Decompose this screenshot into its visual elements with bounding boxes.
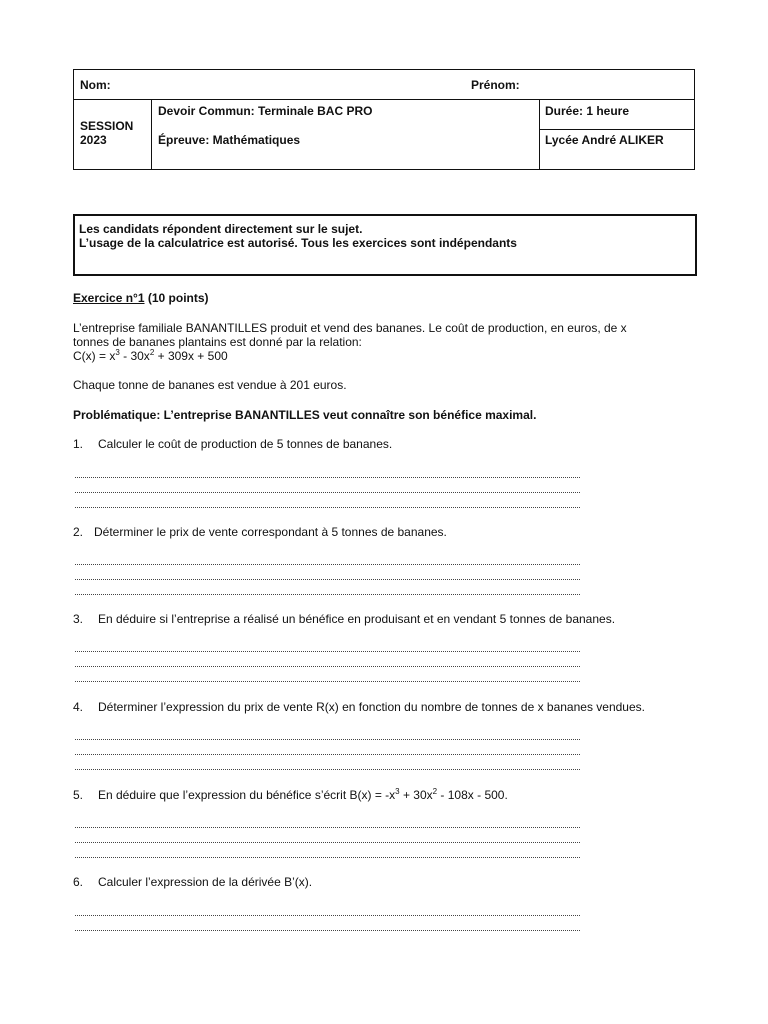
exercise-heading — [73, 291, 209, 305]
question-number: 5. — [73, 788, 84, 802]
question-text: Déterminer l’expression du prix de vente R(x) en fonction du nombre de tonnes de x bananes vendues. — [98, 700, 645, 714]
answer-line[interactable] — [75, 666, 580, 667]
divider — [539, 100, 540, 169]
answer-line[interactable] — [75, 827, 580, 828]
answer-line[interactable] — [75, 477, 580, 478]
divider — [539, 129, 694, 130]
duree-label: Durée: 1 heure — [545, 104, 630, 118]
lycee-label: Lycée André ALIKER — [545, 133, 664, 147]
answer-line[interactable] — [75, 769, 580, 770]
answer-line[interactable] — [75, 930, 580, 931]
name-row — [74, 70, 694, 100]
answer-line[interactable] — [75, 681, 580, 682]
session-label: SESSION — [80, 119, 134, 133]
question-text: Calculer l’expression de la dérivée B’(x). — [98, 875, 313, 889]
answer-line[interactable] — [75, 739, 580, 740]
question-text: Calculer le coût de production de 5 tonnes de bananes. — [98, 437, 393, 451]
question-number: 6. — [73, 875, 84, 889]
exercise-points: (10 points) — [144, 291, 209, 305]
answer-line[interactable] — [75, 594, 580, 595]
answer-line[interactable] — [75, 857, 580, 858]
instructions-line-2: L’usage de la calculatrice est autorisé. Tous les exercices sont indépendants — [79, 236, 517, 250]
intro-line-2: tonnes de bananes plantains est donné par la relation: — [73, 335, 362, 349]
answer-line[interactable] — [75, 492, 580, 493]
price-sentence: Chaque tonne de bananes est vendue à 201 euros. — [73, 378, 347, 392]
header-table — [73, 69, 695, 170]
question-number: 1. — [73, 437, 84, 451]
question-text: Déterminer le prix de vente correspondant à 5 tonnes de bananes. — [94, 525, 447, 539]
answer-line[interactable] — [75, 579, 580, 580]
prenom-label: Prénom: — [471, 78, 520, 92]
question-number: 2. — [73, 525, 84, 539]
answer-line[interactable] — [75, 754, 580, 755]
problematique: Problématique: L’entreprise BANANTILLES veut connaître son bénéfice maximal. — [73, 408, 537, 422]
exercise-title: Exercice n°1 — [73, 291, 145, 305]
question-number: 4. — [73, 700, 84, 714]
question-number: 3. — [73, 612, 84, 626]
epreuve-title: Épreuve: Mathématiques — [158, 133, 301, 147]
question-text: En déduire si l’entreprise a réalisé un bénéfice en produisant et en vendant 5 tonnes de bananes. — [98, 612, 616, 626]
question-text: En déduire que l’expression du bénéfice s’écrit $B(x) = -x^3 + 30x^2 - 108x - 500$. — [98, 787, 508, 802]
cost-formula: $C(x) = x^3 - 30x^2 + 309x + 500$ — [73, 348, 228, 363]
divider — [151, 100, 152, 169]
nom-label: Nom: — [80, 78, 111, 92]
session-year: 2023 — [80, 133, 107, 147]
instructions-line-1: Les candidats répondent directement sur le sujet. — [79, 222, 363, 236]
answer-line[interactable] — [75, 842, 580, 843]
answer-line[interactable] — [75, 651, 580, 652]
devoir-title: Devoir Commun: Terminale BAC PRO — [158, 104, 373, 118]
answer-line[interactable] — [75, 564, 580, 565]
answer-line[interactable] — [75, 915, 580, 916]
answer-line[interactable] — [75, 507, 580, 508]
instructions-box — [73, 214, 697, 276]
intro-line-1: L’entreprise familiale BANANTILLES produit et vend des bananes. Le coût de production, en euros, de x — [73, 321, 627, 335]
